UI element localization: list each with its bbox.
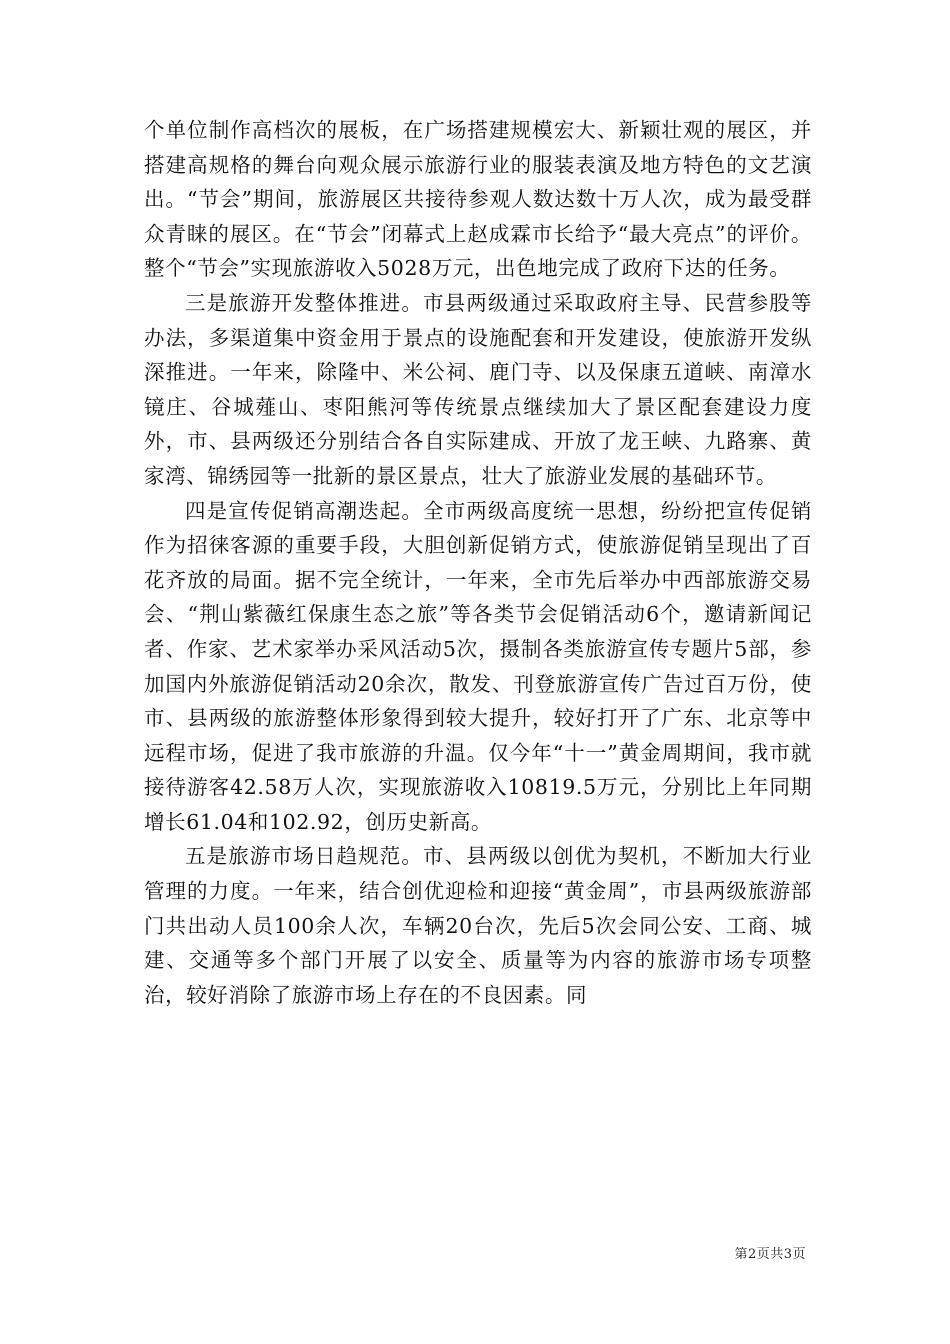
paragraph-3: 四是宣传促销高潮迭起。全市两级高度统一思想，纷纷把宣传促销作为招徕客源的重要手段，大胆创新促销方式，使旅游促销呈现出了百花齐放的局面。据不完全统计，一年来，全市先后举办中西部旅游交易会、“荆山紫薇红保康生态之旅”等各类节会促销活动6个，邀请新闻记者、作家、艺术家举办采风活动5次，摄制各类旅游宣传专题片5部，参加国内外旅游促销活动20余次，散发、刊登旅游宣传广告过百万份，使市、县两级的旅游整体形象得到较大提升，较好打开了广东、北京等中远程市场，促进了我市旅游的升温。仅今年“十一”黄金周期间，我市就接待游客42.58万人次，实现旅游收入10819.5万元，分别比上年同期增长61.04和102.92，创历史新高。 <box>144 498 812 834</box>
paragraph-2: 三是旅游开发整体推进。市县两级通过采取政府主导、民营参股等办法，多渠道集中资金用于景点的设施配套和开发建设，使旅游开发纵深推进。一年来，除隆中、米公祠、鹿门寺、以及保康五道峡、南漳水镜庄、谷城薤山、枣阳熊河等传统景点继续加大了景区配套建设力度外，市、县两级还分别结合各自实际建成、开放了龙王峡、九路寨、黄家湾、锦绣园等一批新的景区景点，壮大了旅游业发展的基础环节。 <box>144 290 812 488</box>
document-body <box>144 113 812 1012</box>
paragraph-1: 个单位制作高档次的展板，在广场搭建规模宏大、新颖壮观的展区，并搭建高规格的舞台向观众展示旅游行业的服装表演及地方特色的文艺演出。“节会”期间，旅游展区共接待参观人数达数十万人次，成为最受群众青睐的展区。在“节会”闭幕式上赵成霖市长给予“最大亮点”的评价。整个“节会”实现旅游收入5028万元，出色地完成了政府下达的任务。 <box>144 118 812 281</box>
page-number-footer: 第2页共3页 <box>734 1247 806 1262</box>
paragraph-4: 五是旅游市场日趋规范。市、县两级以创优为契机，不断加大行业管理的力度。一年来，结合创优迎检和迎接“黄金周”，市县两级旅游部门共出动人员100余人次，车辆20台次，先后5次会同公安、工商、城建、交通等多个部门开展了以安全、质量等为内容的旅游市场专项整治，较好消除了旅游市场上存在的不良因素。同 <box>144 844 812 1007</box>
